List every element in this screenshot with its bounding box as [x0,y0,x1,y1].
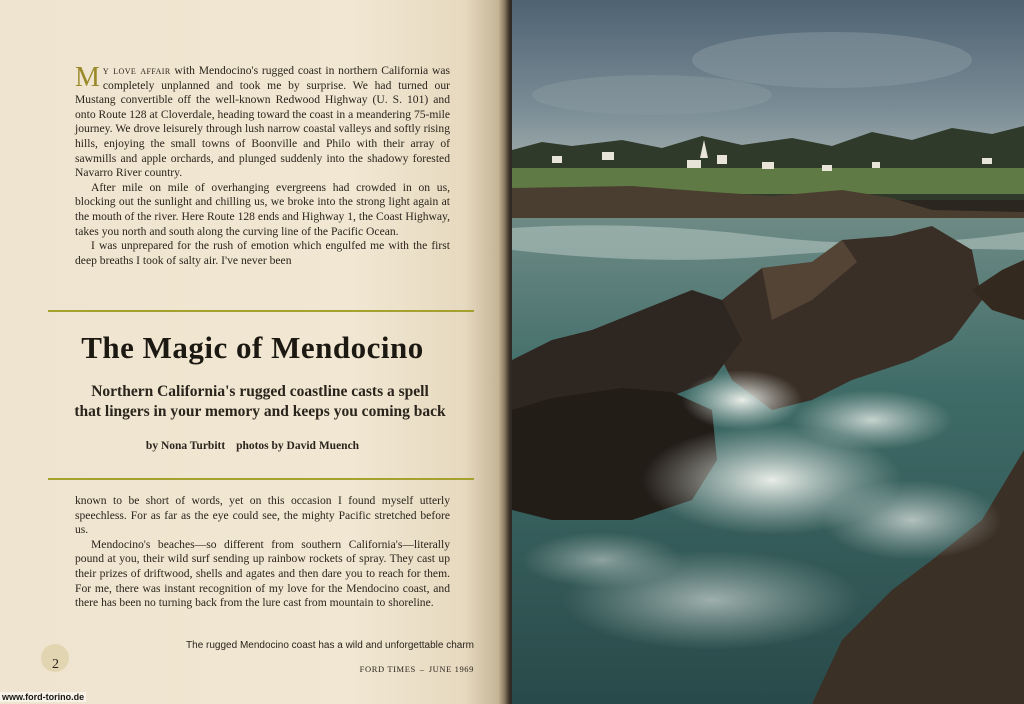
article-top-column [75,64,450,268]
running-footer [330,664,474,674]
subtitle-line-2: that lingers in your memory and keeps you coming back [74,403,446,420]
divider-rule-top [48,310,474,312]
coast-photograph [512,0,1024,704]
lead-in-smallcaps: y love affair [102,64,171,77]
photo-caption: The rugged Mendocino coast has a wild and unforgettable charm [186,640,474,651]
page-number: 2 [52,657,59,672]
footer-separator: – [419,664,425,674]
cloud [692,32,972,88]
footer-issue: JUNE 1969 [428,664,474,674]
article-paragraph-2: After mile on mile of overhanging evergreens had crowded in on us, blocking out the sunlight and chilling us, we broke into the strong light again at the mouth of the river. Here Route 128 ends and Highway 1, the Coast Highway, takes you north and south along the curving line of the Pacific Ocean. [75,180,450,238]
byline-author: by Nona Turbitt [145,440,226,452]
surf-foam [822,480,1002,560]
article-title: The Magic of Mendocino [81,330,424,365]
article-bottom-column [75,494,450,611]
subtitle-line-1: Northern California's rugged coastline casts a spell [91,383,429,400]
byline [0,440,505,452]
surf-foam [792,390,952,450]
left-page [0,0,505,704]
article-subtitle [40,382,480,422]
footer-magazine: FORD TIMES [359,664,416,674]
article-paragraph-4: known to be short of words, yet on this occasion I found myself utterly speechless. For as far as the eye could see, the mighty Pacific stretched before us. [75,494,450,537]
drop-cap: M [75,62,100,93]
article-paragraph-1 [75,64,450,181]
cloud [532,75,772,115]
article-paragraph-3: I was unprepared for the rush of emotion which engulfed me with the first deep breaths I took of salty air. I've never been [75,239,450,267]
website-watermark: www.ford-torino.de [2,692,85,702]
paragraph-1-body: with Mendocino's rugged coast in northern California was completely unplanned and took me by surprise. We had turned our Mustang convertible off the well-known Redwood Highway (U. S. 101) and onto Route 128 at Cloverdale, heading toward the coast in a meandering 75-mile journey. We drove leisurely through lush narrow coastal valleys and softly rising hills, enjoying the small towns of Boonville and Philo with their array of sawmills and apple orchards, and plunged suddenly into the shadowy forested Navarro River country. [75,64,450,180]
byline-photos: photos by David Muench [236,440,360,452]
divider-rule-bottom [48,478,474,480]
article-paragraph-5: Mendocino's beaches—so different from southern California's—literally pound at you, their wild surf sending up rainbow rockets of spray. They cast up their prizes of driftwood, shells and agates and then dare you to reach for them. For me, there was instant recognition of my love for the Mendocino coast, and there has been no turning back from the lure cast from mountain to shoreline. [75,537,450,610]
surf-foam [522,532,682,588]
surf-foam [682,370,802,430]
right-page-photo [512,0,1024,704]
